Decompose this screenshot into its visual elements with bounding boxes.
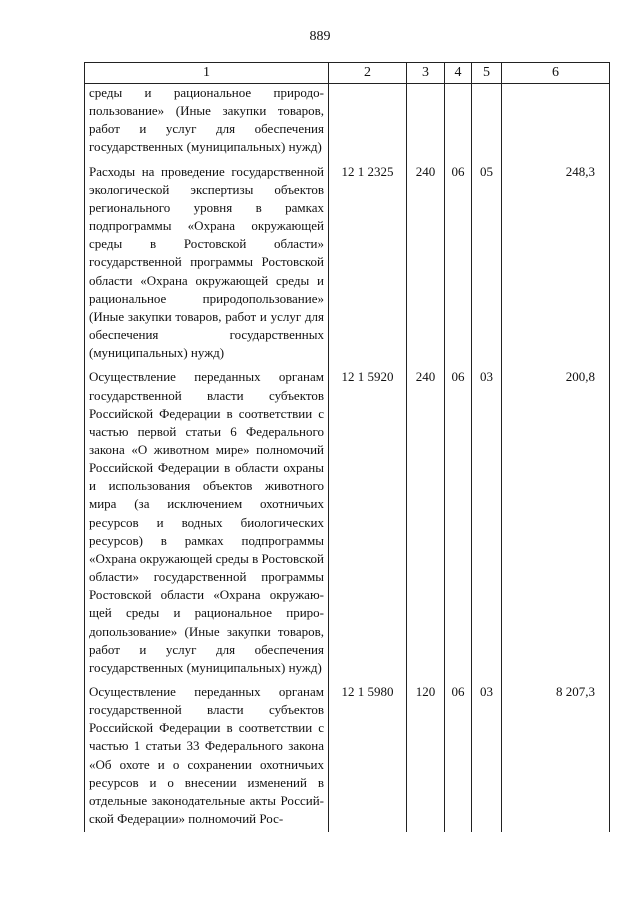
table-row xyxy=(85,366,610,681)
header-row xyxy=(85,63,610,84)
row-name: Осуществление переданных органам государственной власти субъектов Российской Федерации в соответствии с частью 1 статьи 33 Федерального закона «Об охоте и о сохранении охотничьих ресурсов и о внесении изменений в отдельные законодательные акты Российской Федерации» полномочий Рос- xyxy=(85,681,329,832)
row-csr: 12 1 2325 xyxy=(329,161,407,367)
row-pr: 05 xyxy=(472,161,502,367)
column-header-name: 1 xyxy=(85,63,329,84)
page-number: 889 xyxy=(309,29,331,44)
table-row xyxy=(85,681,610,832)
row-vr xyxy=(407,84,445,161)
column-header-amount: 6 xyxy=(502,63,610,84)
table-header xyxy=(85,63,610,84)
row-name: Расходы на проведение государственной экологической экспертизы объектов регионального уровня в рамках подпрограммы «Охрана окружающей среды в Ростовской области» государственной программы Ростовской области «Охрана окружающей среды и рациональное природопользование» (Иные закупки товаров, работ и услуг для обеспечения государственных (муниципальных) нужд) xyxy=(85,161,329,367)
row-rz: 06 xyxy=(445,681,472,832)
row-rz: 06 xyxy=(445,161,472,367)
row-name: среды и рациональное природопользование» (Иные закупки товаров, работ и услуг для обеспечения государственных (муниципальных) нужд) xyxy=(85,84,329,161)
row-csr xyxy=(329,84,407,161)
table-body xyxy=(85,84,610,833)
row-pr: 03 xyxy=(472,366,502,681)
column-header-csr: 2 xyxy=(329,63,407,84)
row-amount: 200,8 xyxy=(502,366,610,681)
column-header-pr: 5 xyxy=(472,63,502,84)
row-csr: 12 1 5920 xyxy=(329,366,407,681)
row-amount: 8 207,3 xyxy=(502,681,610,832)
table-row xyxy=(85,161,610,367)
table-row xyxy=(85,84,610,161)
budget-table xyxy=(84,62,610,832)
row-vr: 120 xyxy=(407,681,445,832)
row-csr: 12 1 5980 xyxy=(329,681,407,832)
column-header-rz: 4 xyxy=(445,63,472,84)
row-pr: 03 xyxy=(472,681,502,832)
row-vr: 240 xyxy=(407,366,445,681)
column-header-vr: 3 xyxy=(407,63,445,84)
row-amount xyxy=(502,84,610,161)
row-rz xyxy=(445,84,472,161)
row-rz: 06 xyxy=(445,366,472,681)
row-amount: 248,3 xyxy=(502,161,610,367)
row-vr: 240 xyxy=(407,161,445,367)
row-name: Осуществление переданных органам государственной власти субъектов Российской Федерации в соответствии с частью первой статьи 6 Федерального закона «О животном мире» полномочий Российской Федерации в области охраны и использования объектов животного мира (за исключением охотничьих ресурсов и водных биологических ресурсов) в рамках подпрограммы «Охрана окружающей среды в Ростовской области» государственной программы Ростовской области «Охрана окружающей среды и рациональное природопользование» (Иные закупки товаров, работ и услуг для обеспечения государственных (муниципальных) нужд) xyxy=(85,366,329,681)
row-pr xyxy=(472,84,502,161)
